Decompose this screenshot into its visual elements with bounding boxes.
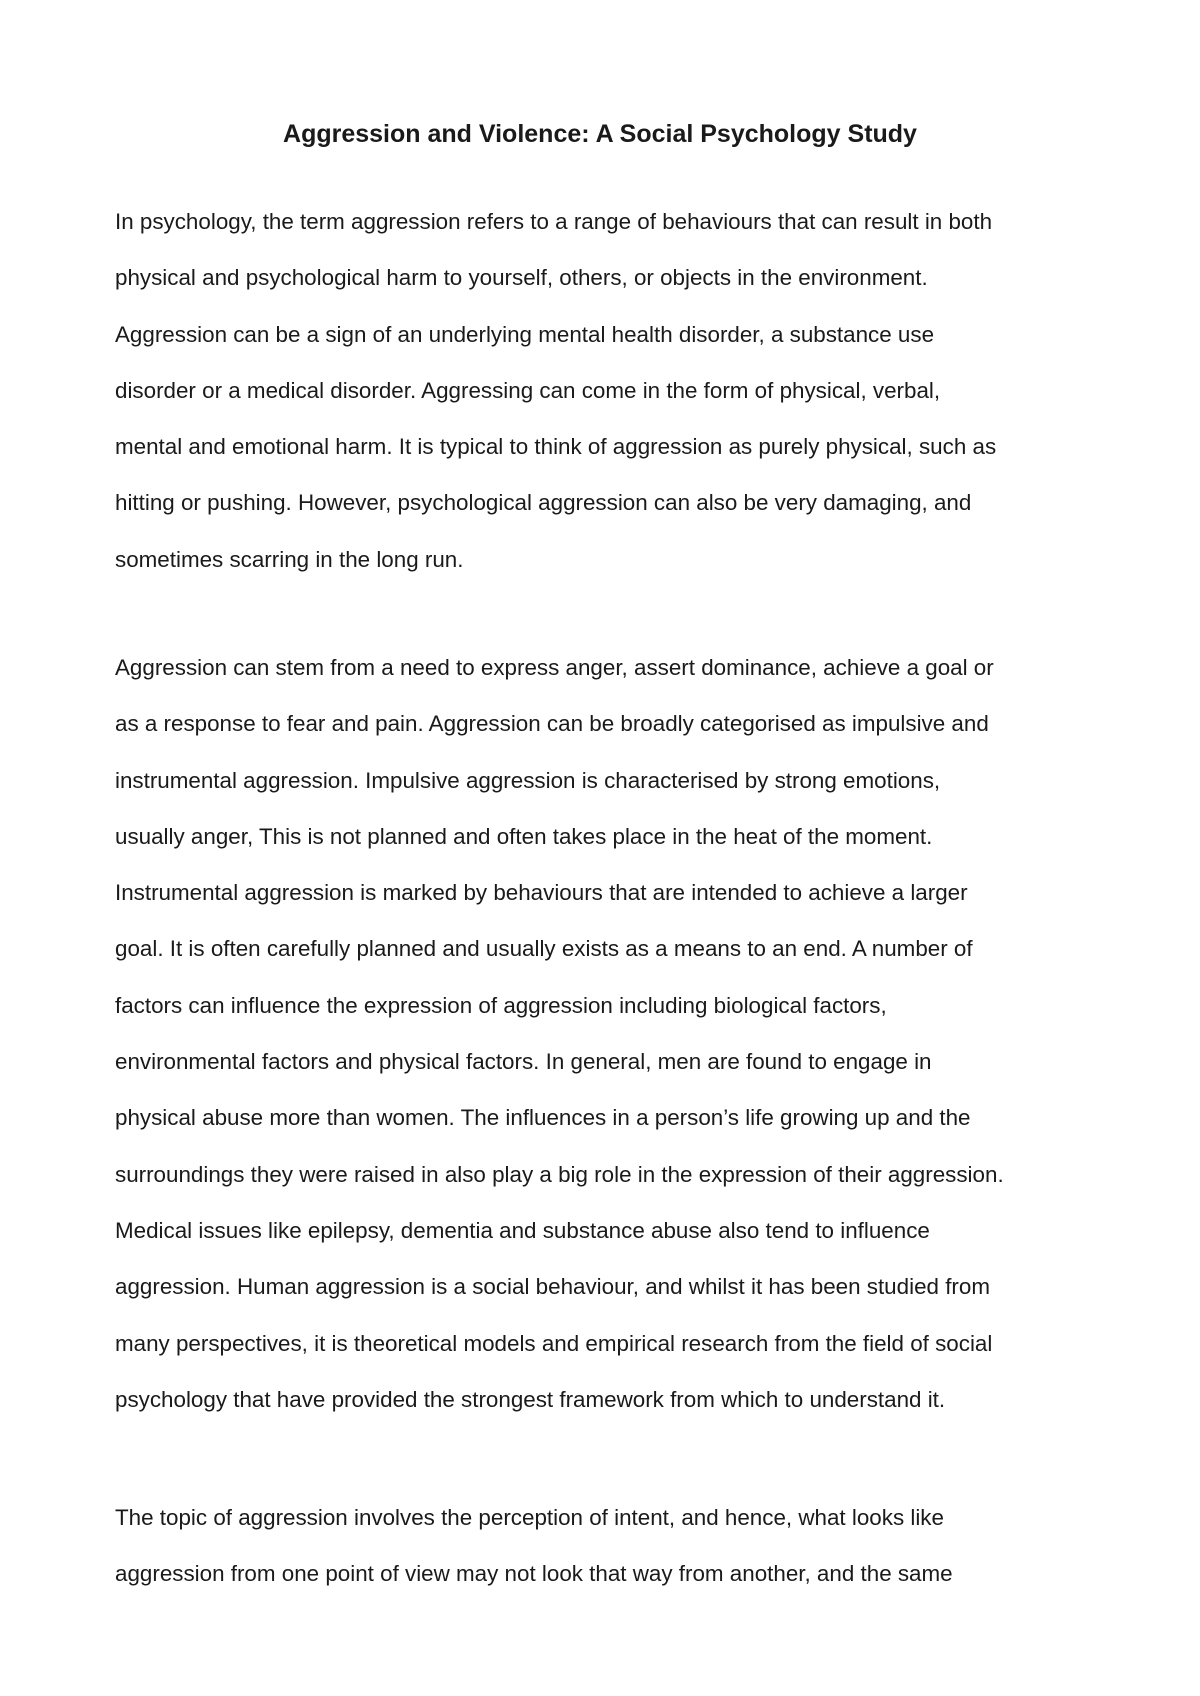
paragraph-3: [115, 1490, 1125, 1603]
text-line: sometimes scarring in the long run.: [115, 546, 464, 572]
text-line: The topic of aggression involves the perception of intent, and hence, what looks like: [115, 1505, 944, 1530]
paragraph-2: [115, 640, 1125, 1428]
text-line: instrumental aggression. Impulsive aggression is characterised by strong emotions,: [115, 767, 941, 793]
text-line: physical and psychological harm to yourself, others, or objects in the environment.: [115, 265, 928, 291]
text-line: aggression from one point of view may not look that way from another, and the same: [115, 1561, 953, 1587]
paragraph-1: [115, 194, 1125, 588]
text-line: physical abuse more than women. The influences in a person’s life growing up and the: [115, 1105, 971, 1131]
text-line: disorder or a medical disorder. Aggressing can come in the form of physical, verbal,: [115, 377, 941, 403]
text-line: factors can influence the expression of aggression including biological factors,: [115, 992, 887, 1018]
text-line: environmental factors and physical factors. In general, men are found to engage in: [115, 1049, 932, 1075]
text-line: aggression. Human aggression is a social behaviour, and whilst it has been studied from: [115, 1274, 990, 1300]
document-title: Aggression and Violence: A Social Psychology Study: [283, 120, 917, 148]
text-line: Medical issues like epilepsy, dementia and substance abuse also tend to influence: [115, 1217, 930, 1243]
text-line: usually anger, This is not planned and often takes place in the heat of the moment.: [115, 823, 933, 849]
text-line: Aggression can stem from a need to express anger, assert dominance, achieve a goal or: [115, 655, 994, 680]
text-line: In psychology, the term aggression refers to a range of behaviours that can result in both: [115, 209, 993, 234]
text-line: goal. It is often carefully planned and usually exists as a means to an end. A number of: [115, 936, 973, 962]
text-line: mental and emotional harm. It is typical to think of aggression as purely physical, such as: [115, 434, 997, 460]
text-line: Instrumental aggression is marked by behaviours that are intended to achieve a larger: [115, 880, 968, 906]
text-line: surroundings they were raised in also play a big role in the expression of their aggression.: [115, 1161, 1004, 1187]
text-line: many perspectives, it is theoretical models and empirical research from the field of social: [115, 1330, 993, 1356]
text-line: as a response to fear and pain. Aggression can be broadly categorised as impulsive and: [115, 711, 989, 737]
text-line: hitting or pushing. However, psychological aggression can also be very damaging, and: [115, 490, 972, 516]
text-line: psychology that have provided the strongest framework from which to understand it.: [115, 1386, 946, 1412]
text-line: Aggression can be a sign of an underlying mental health disorder, a substance use: [115, 321, 935, 347]
